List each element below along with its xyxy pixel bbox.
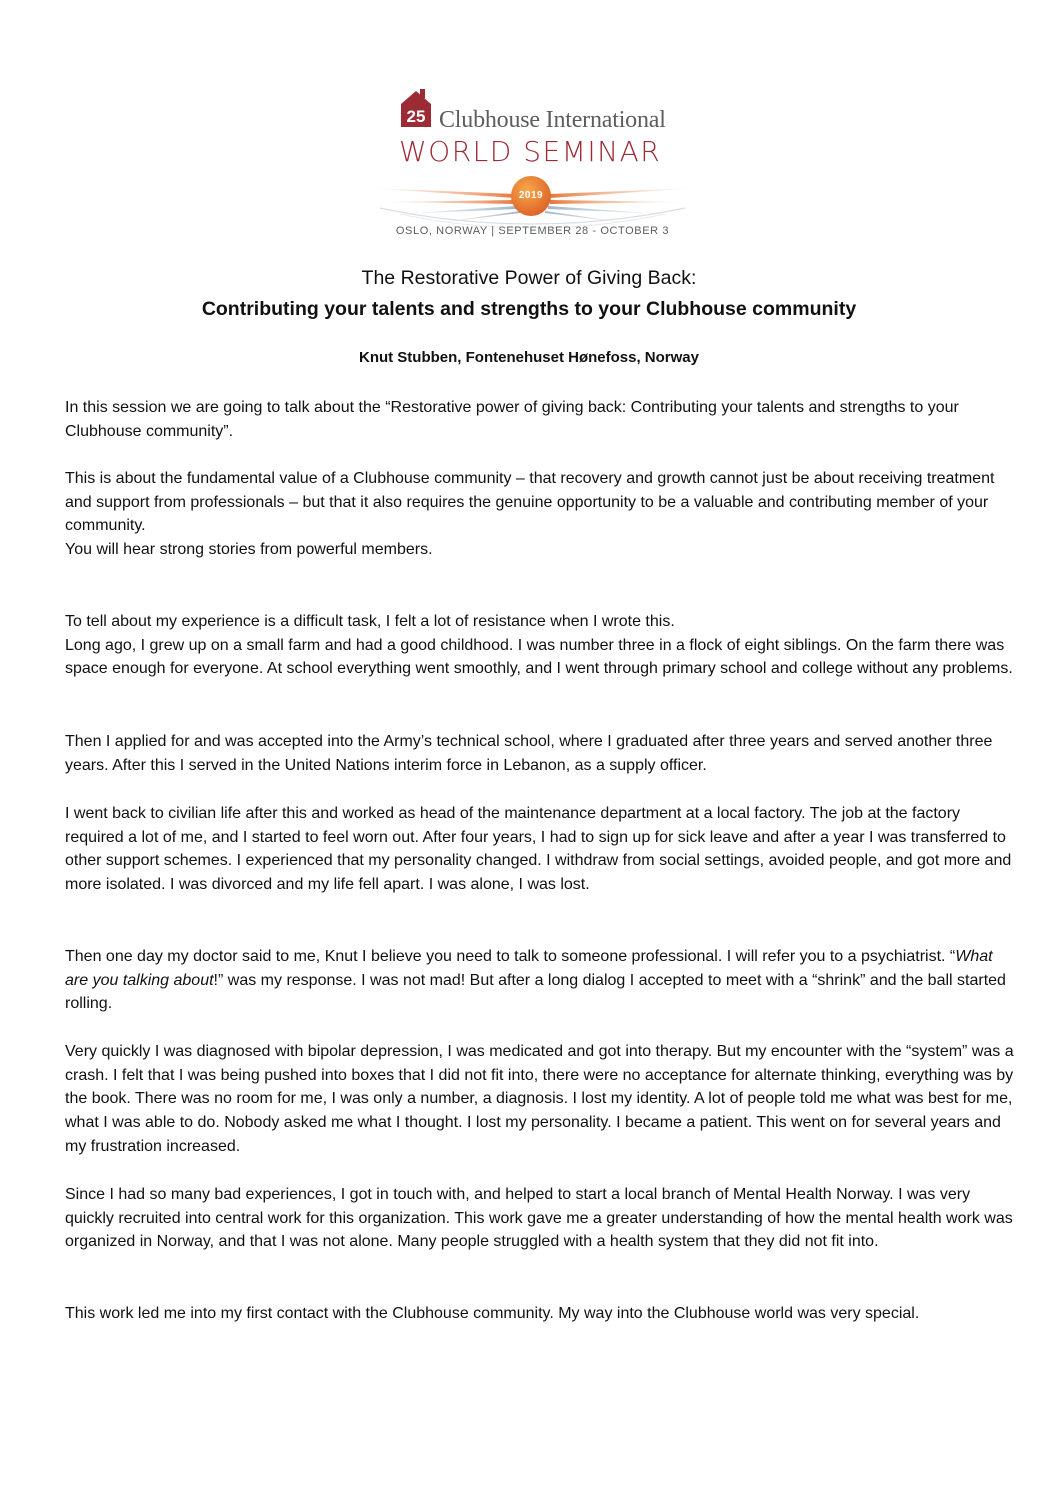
doctor-text-after: !” was my response. I was not mad! But after a long dialog I accepted to meet with a “shrink” and the ball started rolling.: [65, 971, 1006, 1013]
paragraph-childhood-text: Long ago, I grew up on a small farm and had a good childhood. I was number three in a flock of eight siblings. On the farm there was space enough for everyone. At school everything went smoothly, and I went through primary school and college without any problems.: [65, 636, 1013, 678]
paragraph-diagnosis: [65, 1040, 1015, 1159]
doctor-quote: What are you talking about: [65, 948, 993, 989]
organization-name: Clubhouse International: [439, 107, 666, 133]
house-25-icon: [398, 88, 434, 128]
paragraph-army: [65, 730, 1015, 777]
paragraph-fundamental-text: This is about the fundamental value of a Clubhouse community – that recovery and growth cannot just be about receiving treatment and support from professionals – but that it also requires the genuine opportunity to be a valuable and contributing member of your community.: [65, 470, 995, 535]
paragraph-doctor-text: [65, 945, 1015, 1016]
paragraph-civilian-text: I went back to civilian life after this and worked as head of the maintenance department at a local factory. The job at the factory required a lot of me, and I started to feel worn out. After four years, I had to sign up for sick leave and after a year I was transferred to other support schemes. I experienced that my personality changed. I withdraw from social settings, avoided people, and got more and more isolated. I was divorced and my life fell apart. I was alone, I was lost.: [65, 805, 1012, 894]
paragraph-doctor: [65, 945, 1015, 1016]
author-line: Knut Stubben, Fontenehuset Hønefoss, Norway: [358, 349, 699, 366]
paragraph-intro: [65, 396, 1015, 443]
title-line-1: The Restorative Power of Giving Back:: [361, 267, 697, 289]
paragraph-clubhouse-text: This work led me into my first contact with the Clubhouse community. My way into the Clubhouse world was very special.: [65, 1305, 920, 1322]
paragraph-childhood: [65, 610, 1015, 681]
paragraph-diagnosis-text: Very quickly I was diagnosed with bipolar depression, I was medicated and got into therapy. But my encounter with the “system” was a crash. I felt that I was being pushed into boxes that I did not fit into, there were no acceptance for alternate thinking, everything was by the book. There was no room for me, I was only a number, a diagnosis. I lost my identity. A lot of people told me what was best for me, what I was able to do. Nobody asked me what I thought. I lost my personality. I became a patient. This went on for several years and my frustration increased.: [65, 1043, 1014, 1155]
doctor-text-before: Then one day my doctor said to me, Knut I believe you need to talk to someone professional. I will refer you to a psychiatrist. “: [65, 948, 956, 965]
badge-number: 25: [406, 107, 426, 126]
paragraph-mental-health: [65, 1183, 1015, 1254]
year-badge: 2019: [511, 176, 551, 216]
location-dates: OSLO, NORWAY | SEPTEMBER 28 - OCTOBER 3: [395, 225, 670, 237]
paragraph-clubhouse: [65, 1302, 1015, 1326]
paragraph-mental-health-text: Since I had so many bad experiences, I got in touch with, and helped to start a local branch of Mental Health Norway. I was very quickly recruited into central work for this organization. This work gave me a greater understanding of how the mental health work was organized in Norway, and that I was not alone. Many people struggled with a health system that they did not fit into.: [65, 1186, 1013, 1251]
paragraph-civilian: [65, 802, 1015, 897]
paragraph-fundamental: [65, 467, 1015, 562]
paragraph-army-text: Then I applied for and was accepted into the Army’s technical school, where I graduated after three years and served another three years. After this I served in the United Nations interim force in Lebanon, as a supply officer.: [65, 733, 993, 774]
title-line-2: Contributing your talents and strengths to your Clubhouse community: [201, 298, 857, 320]
paragraph-stories-text: You will hear strong stories from powerful members.: [65, 541, 433, 559]
event-name: WORLD SEMINAR: [399, 135, 662, 168]
world-seminar-logo: [360, 84, 705, 244]
paragraph-intro-text: In this session we are going to talk about the “Restorative power of giving back: Contributing your talents and strengths to your Clubhouse community”.: [65, 399, 959, 440]
paragraph-difficult-text: To tell about my experience is a difficult task, I felt a lot of resistance when I wrote this.: [65, 613, 675, 630]
